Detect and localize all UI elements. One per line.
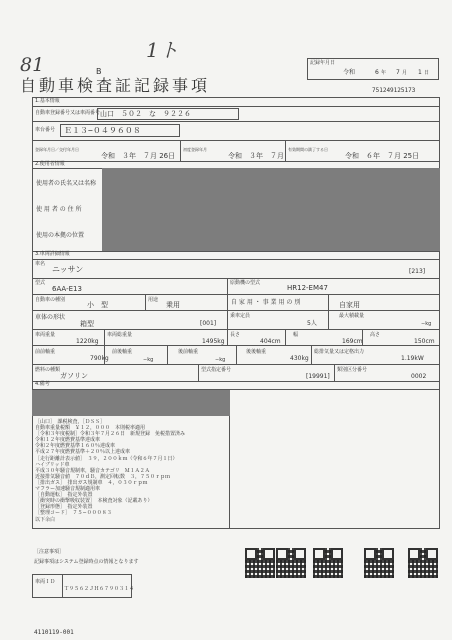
front-front-axle-label: 前前軸重	[35, 349, 56, 355]
qr-code-icon	[245, 548, 275, 578]
note-line: ［走行距離計表示値］ ３９，２００ｋｍ（令和６年７月１日）	[35, 455, 178, 462]
rear-rear-axle-value: 430kg	[290, 355, 309, 362]
use-value: 乗用	[166, 301, 180, 309]
note-line: 令和２年度燃費基準１６０％達成車	[35, 443, 116, 450]
displacement-value: 1.19kW	[401, 355, 424, 362]
vehicle-weight-value: 1220kg	[76, 338, 99, 345]
private-business-value: 自家用	[339, 301, 360, 309]
gross-weight-value: 1495kg	[202, 338, 225, 345]
fuel-type-value: ガソリン	[60, 372, 88, 380]
record-date-year: 6	[375, 69, 379, 76]
document-number: 751249125173	[372, 87, 416, 94]
vehicle-kind-value: 小 型	[87, 301, 108, 309]
record-date-month: 7	[396, 69, 400, 76]
length-value: 404cm	[260, 338, 281, 345]
note-line: ［自動運転］ 指定外装置	[35, 492, 93, 499]
rear-front-axle-value: −kg	[215, 357, 226, 363]
vehicle-id-value: Ｔ９５６２ＪＨ６７９０３１４	[64, 586, 135, 592]
qr-code-icon	[313, 548, 343, 578]
body-shape-value: 箱型	[80, 320, 94, 328]
issue-date-label: 登録年月日／交付年月日	[35, 147, 79, 152]
expiry-date-label: 有効期間の満了する日	[288, 147, 328, 152]
section-user-title: 2.使用者情報	[35, 161, 65, 167]
user-name-label: 使用者の氏名又は名称	[36, 180, 97, 187]
model-value: 6AA-E13	[52, 285, 82, 293]
section-notes-title: 4.備考	[35, 381, 50, 387]
note-line: ［衝突時の衝撃吸収装置］ 本検査対象（記載あり）	[35, 498, 153, 505]
max-load-label: 最大積載量	[339, 313, 365, 319]
first-registration-label: 初度登録年月	[183, 147, 207, 152]
note-line: 令和１２年度燃費基準達成車	[35, 437, 101, 444]
record-date-day: 1	[418, 69, 422, 76]
user-address-label: 使 用 者 の 住 所	[36, 206, 82, 213]
front-rear-axle-value: −kg	[143, 357, 154, 363]
gross-weight-label: 車両総重量	[107, 332, 133, 338]
handwritten-number-81: 81	[20, 54, 45, 76]
redacted-user-info	[102, 168, 440, 251]
maker-value: ニッサン	[52, 265, 84, 274]
chassis-number-value: Ｅ１３−０４９６０８	[64, 126, 141, 135]
record-date-label: 記録年月日	[310, 60, 336, 66]
note-line: ［令和３年度税制］令和３年７月２６日 新規登録 免税措置済み	[35, 431, 186, 438]
note-line: マフラー加速騒音規制適用車	[35, 486, 101, 493]
b-mark: B	[96, 67, 102, 76]
qr-code-icon	[364, 548, 394, 578]
maker-label: 車名	[35, 261, 46, 267]
maker-code: [213]	[409, 268, 426, 275]
section-basic-title: 1.基本情報	[35, 98, 60, 104]
front-front-axle-value: 790kg	[90, 355, 109, 362]
body-shape-code: [001]	[200, 320, 217, 327]
expiry-date-value: 令和 ６年 ７月 25日	[345, 152, 420, 160]
notice-label: ［注意事項］	[34, 549, 65, 555]
private-business-label: 自 家 用 ・ 事 業 用 の 別	[231, 299, 301, 306]
classification-value: 0002	[411, 373, 427, 380]
first-registration-value: 令和 ３年 ７月	[228, 152, 284, 160]
type-designation-label: 型式指定番号	[201, 367, 232, 373]
model-label: 型式	[35, 280, 46, 286]
page-title: 自動車検査証記録事項	[20, 76, 211, 95]
record-date-era: 令和	[343, 69, 356, 76]
issue-date-value: 令和 ３年 ７月 26日	[101, 152, 176, 160]
qr-code-icon	[408, 548, 438, 578]
note-line: 平成２７年度燃費基準＋２０％以上達成車	[35, 449, 131, 456]
vehicle-id-label: 車両ＩＤ	[35, 579, 56, 585]
form-number: 4110119-001	[34, 629, 74, 636]
notice-text: 記録事項はシステム登録時点の情報となります	[34, 559, 139, 565]
engine-model-value: HR12-EM47	[287, 284, 328, 292]
qr-code-icon	[276, 548, 306, 578]
handwritten-mark: 1ト	[146, 38, 179, 62]
capacity-label: 乗車定員	[230, 313, 251, 319]
note-line: ［排出ガス］ 排出ガス規制車 ４，０３０ｒｐｍ	[35, 479, 148, 486]
use-label: 用途	[148, 297, 159, 303]
vehicle-kind-label: 自動車の種別	[35, 297, 66, 303]
front-rear-axle-label: 前後軸重	[112, 349, 133, 355]
vehicle-weight-label: 車両重量	[35, 332, 56, 338]
redacted-notes-area	[32, 390, 230, 416]
note-line: 自動車重量税額 ￥１２，０００ 本則税率適用	[35, 425, 146, 432]
type-designation-value: [19991]	[306, 373, 330, 380]
classification-label: 類別区分番号	[337, 367, 368, 373]
section-vehicle-title: 3.車両詳細情報	[35, 251, 70, 257]
width-value: 169cm	[342, 338, 363, 345]
displacement-label: 総排気量又は定格出力	[314, 349, 365, 355]
chassis-number-label: 車台番号	[35, 127, 56, 133]
notes-list	[35, 419, 227, 523]
record-date-day-unit: 日	[424, 70, 430, 76]
note-line: 平成３０年騒音規制車，騒音カテゴリ Ｍ１Ａ２Ａ	[35, 467, 150, 474]
note-line: ［登録形態］ 指定外装置	[35, 504, 93, 511]
body-shape-label: 車体の形状	[35, 314, 66, 321]
engine-model-label: 原動機の型式	[230, 280, 261, 286]
rear-rear-axle-label: 後後軸重	[246, 349, 267, 355]
width-label: 幅	[293, 332, 299, 338]
record-date-year-unit: 年	[381, 70, 387, 76]
note-line: ハイブリッド車	[35, 461, 70, 468]
registration-number-label: 自動車登録番号又は車両番号	[35, 110, 101, 116]
capacity-value: 5人	[307, 320, 317, 327]
note-line: ［山口］ 課税検査，［ＤＳＳ］	[35, 419, 106, 425]
fuel-type-label: 燃料の種類	[35, 367, 61, 373]
max-load-value: −kg	[421, 321, 432, 327]
note-line: ［整理コード］ ７５−０００８３	[35, 510, 112, 517]
note-line: 近接排気騒音値 ７０ｄＢ，測定回転数 ３，７５０ｒｐｍ	[35, 473, 171, 480]
note-line: 以下余白	[35, 516, 56, 523]
length-label: 長さ	[230, 332, 241, 338]
registration-number-value: 山口 ５０２ な ９２２６	[100, 110, 191, 118]
record-date-month-unit: 月	[402, 70, 408, 76]
height-value: 150cm	[414, 338, 435, 345]
user-base-label: 使用の本拠の位置	[36, 232, 85, 239]
rear-front-axle-label: 後前軸重	[178, 349, 199, 355]
height-label: 高さ	[370, 332, 381, 338]
